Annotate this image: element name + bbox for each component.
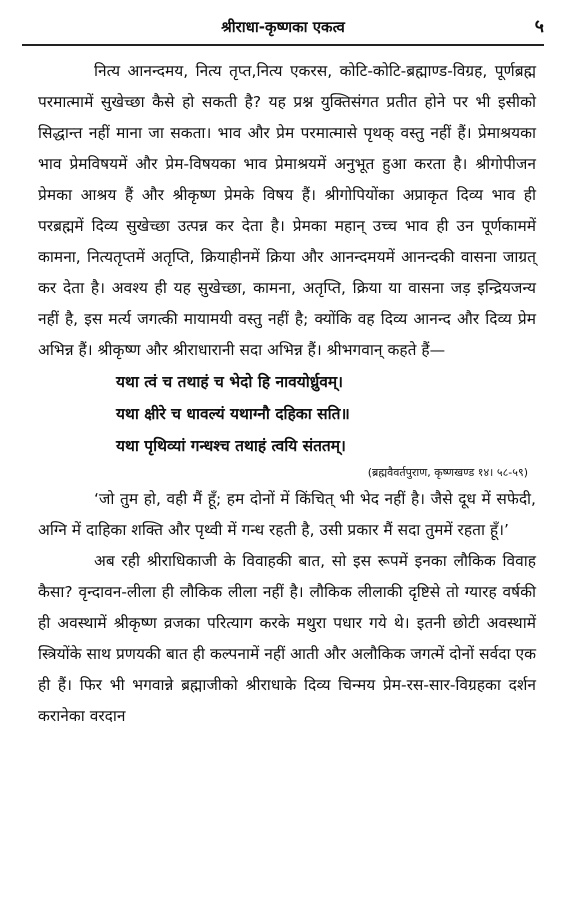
page-body (38, 56, 536, 732)
paragraph-3: अब रही श्रीराधिकाजी के विवाहकी बात, सो इस रूपमें इनका लौकिक विवाह कैसा? वृन्दावन-लीला ही लौकिक लीला नहीं है। लौकिक लीलाकी दृष्टिसे तो ग्यारह वर्षकी ही अवस्थामें श्रीकृष्ण व्रजका परित्याग करके मथुरा पधार गये थे। इतनी छोटी अवस्थामें स्त्रियोंके साथ प्रणयकी बात ही कल्पनामें नहीं आती और अलौकिक जगत्में दोनों सर्वदा एक ही हैं। फिर भी भगवान्ने ब्रह्माजीको श्रीराधाके दिव्य चिन्मय प्रेम-रस-सार-विग्रहका दर्शन करानेका वरदान (38, 552, 536, 725)
verse-line-3: यथा पृथिव्यां गन्धश्च तथाहं त्वयि संततम्। (116, 437, 346, 455)
verse-line-2: यथा क्षीरे च धावल्यं यथाग्नौ दहिका सति॥ (116, 405, 350, 423)
sanskrit-verses (38, 366, 536, 462)
page-header (22, 12, 544, 42)
header-rule (22, 44, 544, 46)
page-number: ५ (534, 16, 544, 37)
verse-line-1: यथा त्वं च तथाहं च भेदो हि नावयोर्ध्रुवम्। (116, 373, 343, 391)
translation-quote: ‘जो तुम हो, वही मैं हूँ; हम दोनों में किंचित् भी भेद नहीं है। जैसे दूध में सफेदी, अग्नि में दाहिका शक्ति और पृथ्वी में गन्ध रहती है, उसी प्रकार मैं सदा तुममें रहता हूँ।’ (38, 490, 536, 539)
paragraph-1: नित्य आनन्दमय, नित्य तृप्त,नित्य एकरस, कोटि-कोटि-ब्रह्माण्ड-विग्रह, पूर्णब्रह्म परमात्मामें सुखेच्छा कैसे हो सकती है? यह प्रश्न युक्तिसंगत प्रतीत होने पर भी इसीको सिद्धान्त नहीं माना जा सकता। भाव और प्रेम परमात्मासे पृथक् वस्तु नहीं हैं। प्रेमाश्रयका भाव प्रेमविषयमें और प्रेम-विषयका भाव प्रेमाश्रयमें अनुभूत हुआ करता है। श्रीगोपीजन प्रेमका आश्रय हैं और श्रीकृष्ण प्रेमके विषय हैं। श्रीगोपियोंका अप्राकृत दिव्य भाव ही परब्रह्ममें दिव्य सुखेच्छा उत्पन्न कर देता है। प्रेमका महान् उच्च भाव ही उन पूर्णकाममें कामना, नित्यतृप्तमें अतृप्ति, क्रियाहीनमें क्रिया और आनन्दमयमें आनन्दकी वासना जाग्रत् कर देता है। अवश्य ही यह सुखेच्छा, कामना, अतृप्ति, क्रिया या वासना जड़ इन्द्रियजन्य नहीं है, इस मर्त्य जगत्की मायामयी वस्तु नहीं है; क्योंकि वह दिव्य आनन्द और दिव्य प्रेम अभिन्न हैं। श्रीकृष्ण और श्रीराधारानी सदा अभिन्न हैं। श्रीभगवान् कहते हैं— (38, 62, 536, 359)
running-title: श्रीराधा-कृष्णका एकत्व (221, 18, 345, 36)
verse-citation: (ब्रह्मवैवर्तपुराण, कृष्णखण्ड १४। ५८-५९) (367, 466, 528, 479)
